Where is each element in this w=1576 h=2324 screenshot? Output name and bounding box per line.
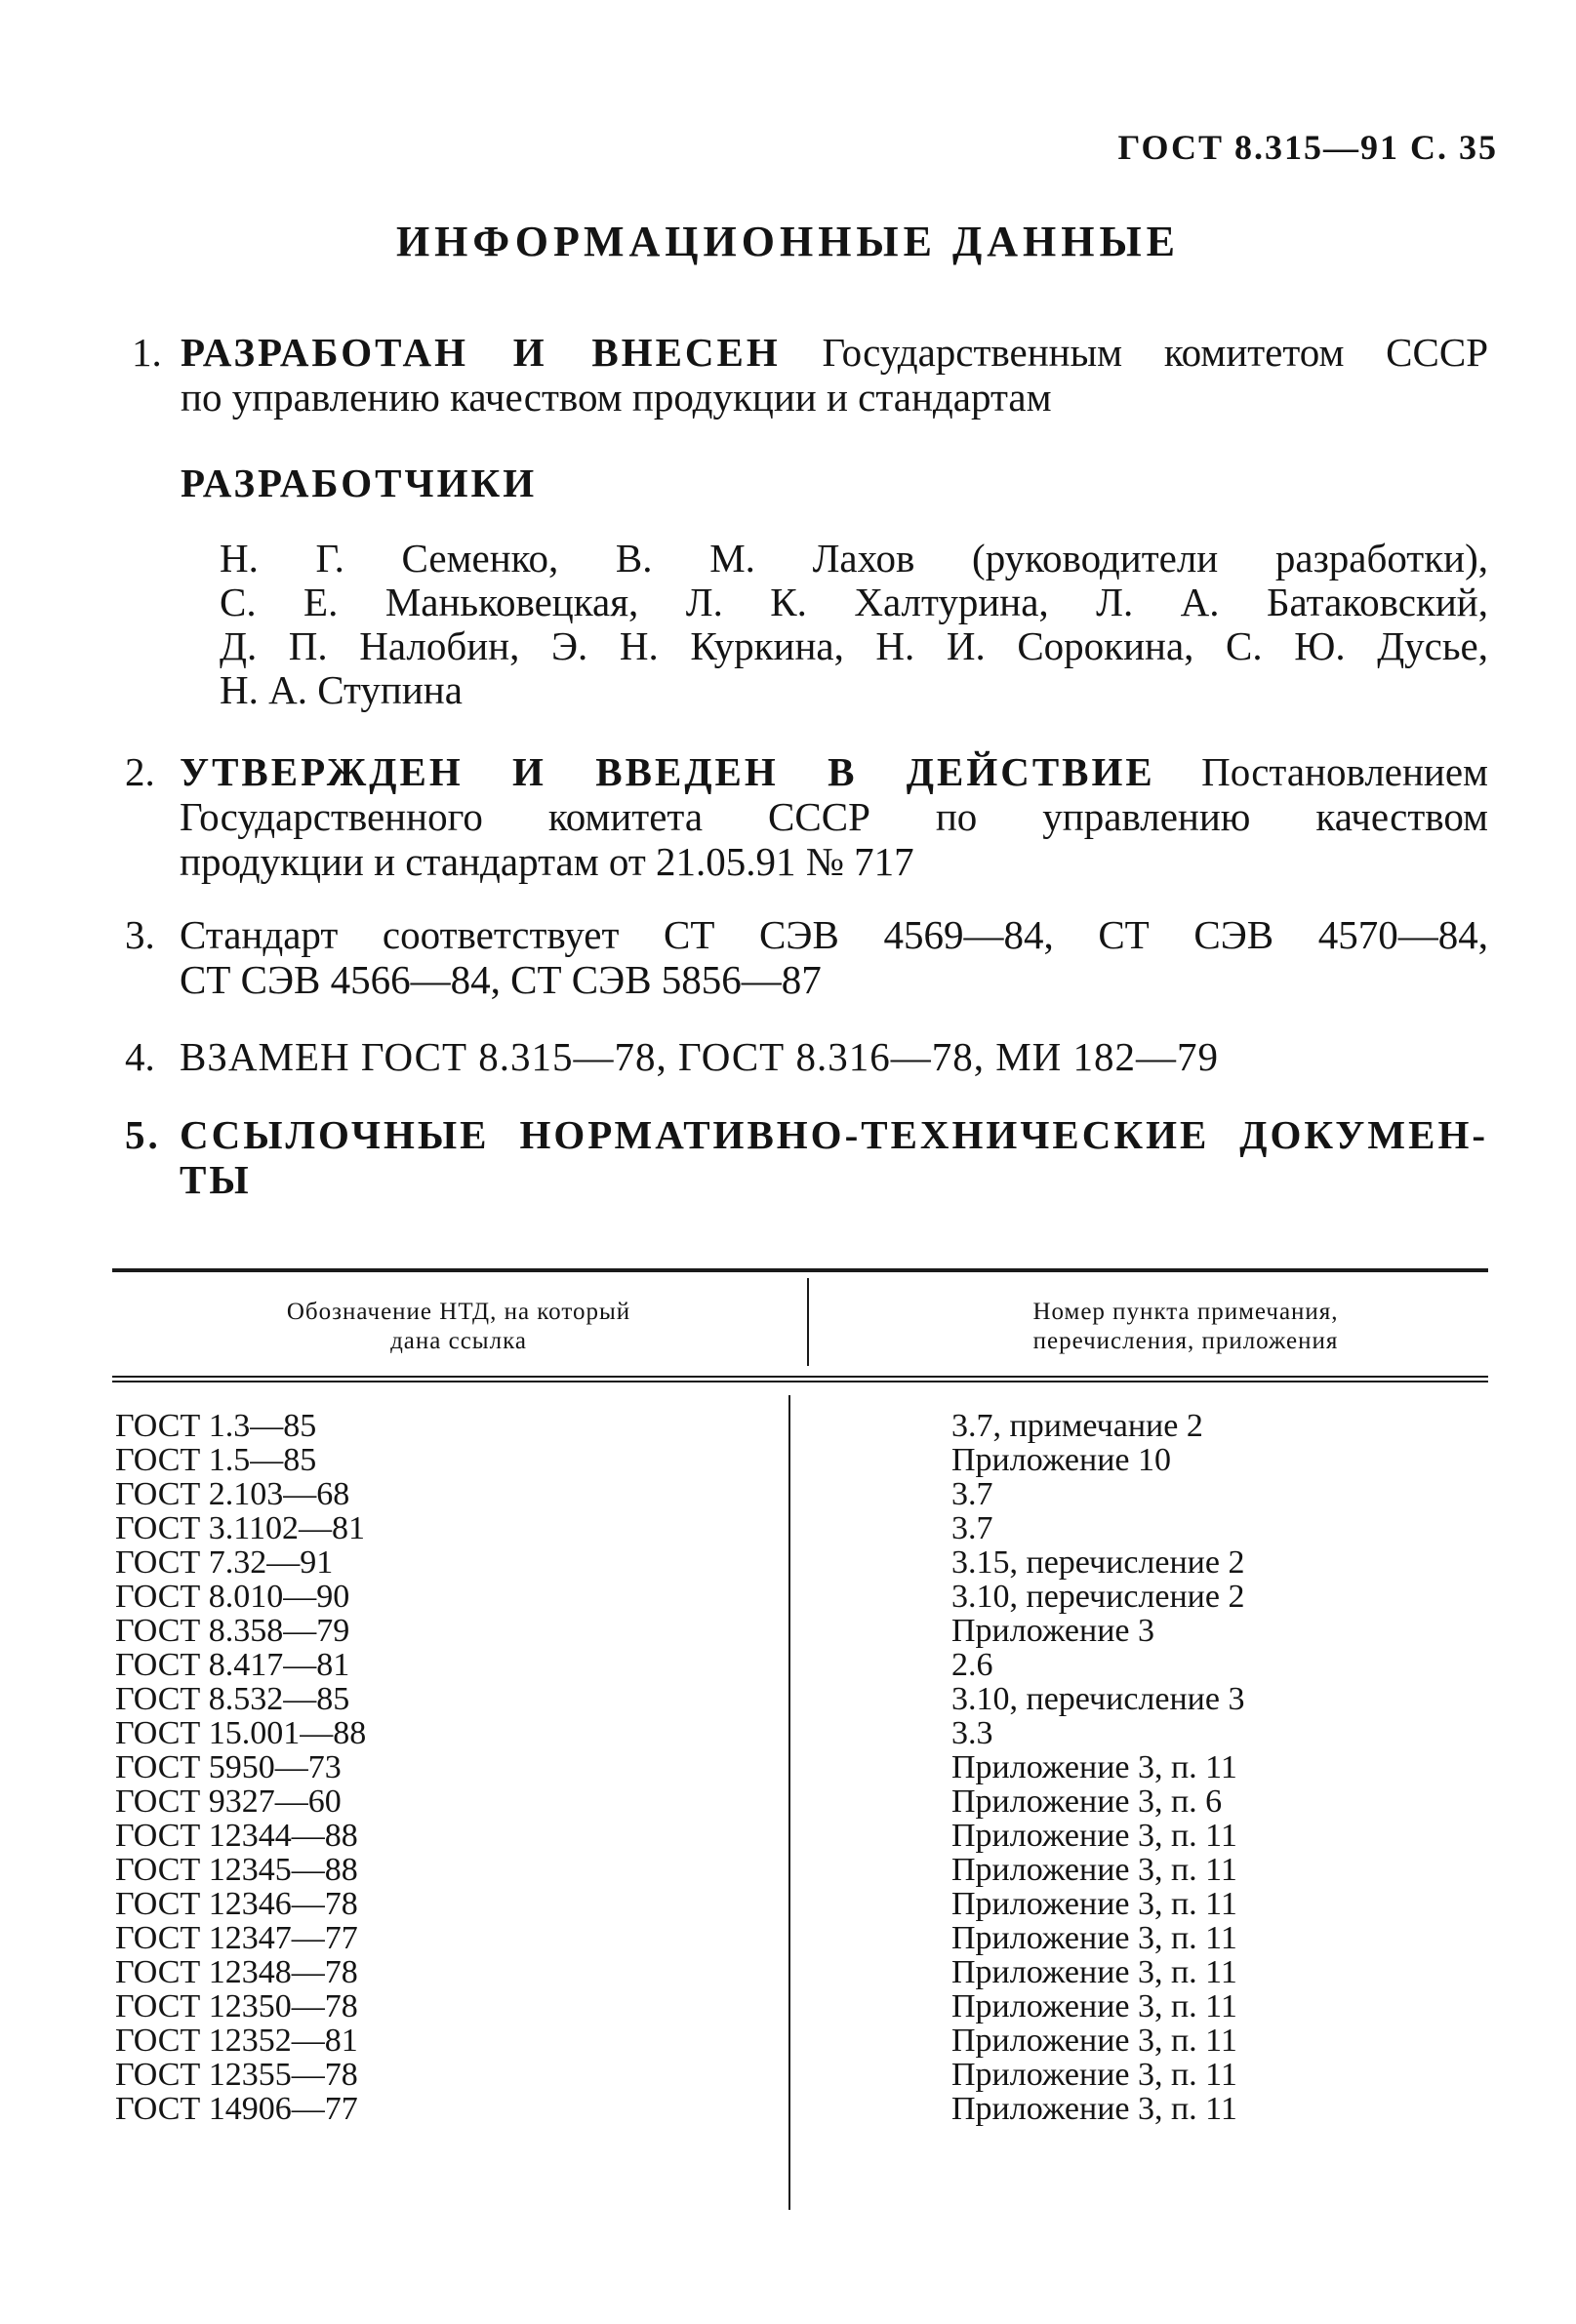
table-row-doc: ГОСТ 12346—78	[115, 1886, 358, 1922]
table-header-ref-line: Номер пункта примечания,	[1032, 1299, 1339, 1325]
table-row-doc: ГОСТ 12355—78	[115, 2057, 358, 2093]
item-1-line1: Государственным комитетом СССР	[822, 330, 1488, 375]
developers-line: С. Е. Маньковецкая, Л. К. Халтурина, Л. А. Батаковский,	[220, 580, 1488, 624]
table-ref-column	[951, 1409, 1244, 2126]
developers-list	[220, 537, 1488, 712]
table-row-ref: Приложение 3, п. 11	[951, 1886, 1237, 1922]
table-row-ref: Приложение 3, п. 11	[951, 1954, 1237, 1990]
table-row-doc: ГОСТ 12345—88	[115, 1852, 358, 1888]
table-row-doc: ГОСТ 8.010—90	[115, 1579, 350, 1615]
table-header-doc-line: дана ссылка	[390, 1328, 527, 1354]
table-row-ref: Приложение 3, п. 11	[951, 1920, 1237, 1956]
table-header-divider	[807, 1278, 809, 1366]
item-2-line1: Постановлением	[1201, 749, 1488, 794]
table-row-doc: ГОСТ 3.1102—81	[115, 1510, 365, 1546]
item-1-caption: РАЗРАБОТАН И ВНЕСЕН	[181, 330, 781, 375]
table-top-rule	[112, 1268, 1488, 1272]
table-row-doc: ГОСТ 9327—60	[115, 1783, 342, 1820]
table-row-doc: ГОСТ 12347—77	[115, 1920, 358, 1956]
table-row-doc: ГОСТ 1.5—85	[115, 1442, 317, 1478]
table-row-ref: Приложение 3, п. 11	[951, 1749, 1237, 1785]
page-title: ИНФОРМАЦИОННЫЕ ДАННЫЕ	[395, 218, 1181, 265]
table-column-divider	[788, 1395, 790, 2210]
item-3-number: 3.	[125, 912, 155, 957]
table-row-ref: 3.7, примечание 2	[951, 1408, 1203, 1444]
item-1-number: 1.	[132, 330, 162, 375]
item-5-line2: ТЫ	[180, 1157, 252, 1202]
table-row-doc: ГОСТ 12352—81	[115, 2023, 358, 2059]
table-header-rule	[112, 1376, 1488, 1378]
table-row-doc: ГОСТ 5950—73	[115, 1749, 342, 1785]
table-row-ref: 3.10, перечисление 2	[951, 1579, 1245, 1615]
table-row-ref: Приложение 3, п. 11	[951, 2057, 1237, 2093]
table-header-ref-line: перечисления, приложения	[1032, 1328, 1339, 1354]
table-row-ref: Приложение 3, п. 11	[951, 2091, 1237, 2127]
item-2-line2: Государственного комитета СССР по управлению качеством	[180, 794, 1488, 839]
item-2	[125, 749, 1488, 884]
table-row-doc: ГОСТ 14906—77	[115, 2091, 358, 2127]
item-2-line3: продукции и стандартам от 21.05.91 № 717	[180, 839, 914, 884]
table-header-doc	[185, 1298, 732, 1356]
item-3	[125, 912, 1488, 1002]
item-1-line2: по управлению качеством продукции и стандартам	[181, 375, 1052, 420]
table-row-ref: Приложение 3, п. 6	[951, 1783, 1223, 1820]
page-header: ГОСТ 8.315—91 С. 35	[1117, 128, 1498, 167]
developers-line: Н. А. Ступина	[220, 667, 463, 712]
item-5-line1: ССЫЛОЧНЫЕ НОРМАТИВНО-ТЕХНИЧЕСКИЕ ДОКУМЕН-	[180, 1112, 1488, 1157]
item-5	[125, 1112, 1488, 1202]
table-row-doc: ГОСТ 8.358—79	[115, 1613, 350, 1649]
table-row-ref: Приложение 3	[951, 1613, 1154, 1649]
table-row-doc: ГОСТ 1.3—85	[115, 1408, 317, 1444]
table-row-doc: ГОСТ 2.103—68	[115, 1476, 350, 1512]
item-4-text: ВЗАМЕН ГОСТ 8.315—78, ГОСТ 8.316—78, МИ 182—79	[180, 1034, 1220, 1079]
table-row-ref: 2.6	[951, 1647, 993, 1683]
table-row-ref: Приложение 3, п. 11	[951, 1988, 1237, 2024]
table-row-doc: ГОСТ 12350—78	[115, 1988, 358, 2024]
table-row-doc: ГОСТ 7.32—91	[115, 1544, 334, 1581]
table-doc-column	[115, 1409, 366, 2126]
developers-heading: РАЗРАБОТЧИКИ	[181, 461, 538, 505]
table-header-rule-double	[112, 1381, 1488, 1382]
table-row-ref: Приложение 3, п. 11	[951, 1818, 1237, 1854]
table-row-ref: 3.15, перечисление 2	[951, 1544, 1245, 1581]
item-3-line2: СТ СЭВ 4566—84, СТ СЭВ 5856—87	[180, 957, 822, 1002]
table-header-doc-line: Обозначение НТД, на который	[286, 1299, 631, 1325]
item-4	[125, 1034, 1488, 1079]
developers-line: Н. Г. Семенко, В. М. Лахов (руководители разработки),	[220, 536, 1488, 581]
table-row-doc: ГОСТ 12344—88	[115, 1818, 358, 1854]
table-row-doc: ГОСТ 8.532—85	[115, 1681, 350, 1717]
table-row-ref: 3.10, перечисление 3	[951, 1681, 1245, 1717]
table-row-ref: 3.3	[951, 1715, 993, 1751]
item-3-line1: Стандарт соответствует СТ СЭВ 4569—84, СТ СЭВ 4570—84,	[180, 912, 1488, 957]
item-5-number: 5.	[125, 1112, 161, 1157]
table-row-ref: 3.7	[951, 1510, 993, 1546]
table-header-ref	[927, 1298, 1444, 1356]
item-2-caption: УТВЕРЖДЕН И ВВЕДЕН В ДЕЙСТВИЕ	[180, 749, 1155, 794]
table-row-doc: ГОСТ 15.001—88	[115, 1715, 367, 1751]
table-row-ref: 3.7	[951, 1476, 993, 1512]
table-row-ref: Приложение 3, п. 11	[951, 2023, 1237, 2059]
item-4-number: 4.	[125, 1034, 155, 1079]
table-row-doc: ГОСТ 12348—78	[115, 1954, 358, 1990]
table-row-doc: ГОСТ 8.417—81	[115, 1647, 350, 1683]
table-row-ref: Приложение 10	[951, 1442, 1171, 1478]
developers-line: Д. П. Налобин, Э. Н. Куркина, Н. И. Сорокина, С. Ю. Дусье,	[220, 623, 1488, 668]
item-2-number: 2.	[125, 749, 155, 794]
item-1	[132, 330, 1488, 420]
table-row-ref: Приложение 3, п. 11	[951, 1852, 1237, 1888]
